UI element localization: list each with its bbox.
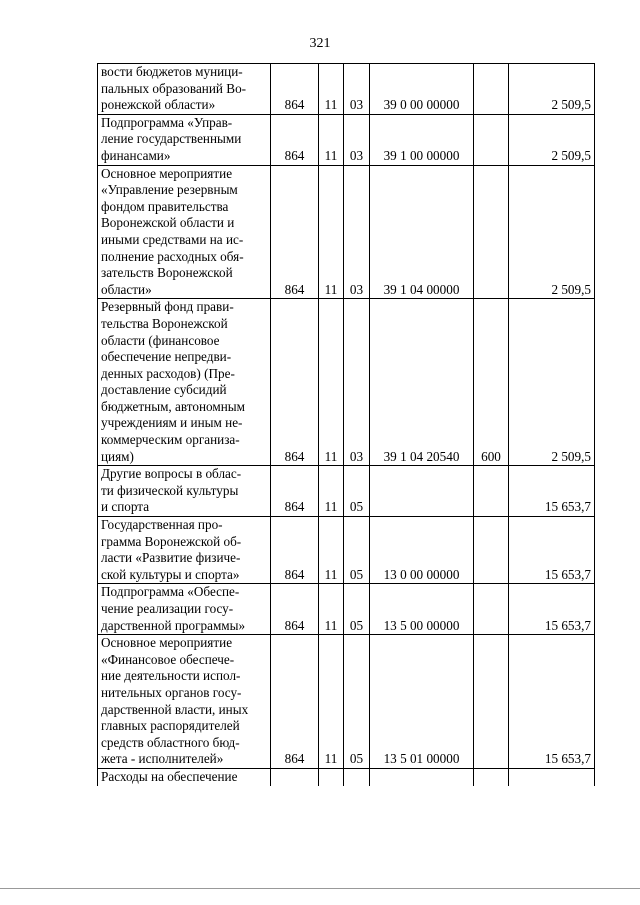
amount — [509, 768, 595, 785]
ministry-code: 864 — [271, 64, 319, 115]
subsection-code: 05 — [344, 517, 370, 584]
subsection-code: 03 — [344, 299, 370, 466]
table-row — [98, 635, 595, 769]
subsection-code: 03 — [344, 165, 370, 299]
ministry-code — [271, 768, 319, 785]
expense-type — [474, 165, 509, 299]
target-article — [370, 466, 474, 517]
subsection-code: 05 — [344, 584, 370, 635]
section-code: 11 — [319, 165, 344, 299]
target-article — [370, 768, 474, 785]
table-row — [98, 768, 595, 785]
section-code — [319, 768, 344, 785]
amount: 2 509,5 — [509, 299, 595, 466]
table-row — [98, 114, 595, 165]
amount: 2 509,5 — [509, 165, 595, 299]
ministry-code: 864 — [271, 466, 319, 517]
ministry-code: 864 — [271, 165, 319, 299]
subsection-code — [344, 768, 370, 785]
amount: 2 509,5 — [509, 114, 595, 165]
amount: 15 653,7 — [509, 466, 595, 517]
target-article: 13 5 00 00000 — [370, 584, 474, 635]
budget-table — [97, 63, 595, 786]
row-name: Государственная про- грамма Воронежской об- ласти «Развитие физиче- ской культуры и спорта» — [98, 517, 271, 584]
expense-type — [474, 584, 509, 635]
row-name: Резервный фонд прави- тельства Воронежской области (финансовое обеспечение непредви- денных расходов) (Пре- доставление субсидий бюджетным, автономным учреждениям и иным не- коммерческим организа- циям) — [98, 299, 271, 466]
subsection-code: 05 — [344, 635, 370, 769]
row-name: Расходы на обеспечение — [98, 768, 271, 785]
amount: 15 653,7 — [509, 635, 595, 769]
expense-type — [474, 768, 509, 785]
table-row — [98, 299, 595, 466]
section-code: 11 — [319, 466, 344, 517]
ministry-code: 864 — [271, 299, 319, 466]
row-name: вости бюджетов муници- пальных образований Во- ронежской области» — [98, 64, 271, 115]
amount: 15 653,7 — [509, 517, 595, 584]
expense-type — [474, 635, 509, 769]
expense-type: 600 — [474, 299, 509, 466]
section-code: 11 — [319, 64, 344, 115]
amount: 2 509,5 — [509, 64, 595, 115]
section-code: 11 — [319, 584, 344, 635]
section-code: 11 — [319, 114, 344, 165]
subsection-code: 05 — [344, 466, 370, 517]
row-name: Основное мероприятие «Управление резервным фондом правительства Воронежской области и иными средствами на ис- полнение расходных обя- зательств Воронежской области» — [98, 165, 271, 299]
subsection-code: 03 — [344, 114, 370, 165]
ministry-code: 864 — [271, 114, 319, 165]
row-name: Основное мероприятие «Финансовое обеспече- ние деятельности испол- нительных органов госу- дарственной власти, иных главных распорядителей средств областного бюд- жета - исполнителей» — [98, 635, 271, 769]
table-row — [98, 466, 595, 517]
target-article: 39 1 04 20540 — [370, 299, 474, 466]
page-number: 321 — [309, 36, 331, 51]
section-code: 11 — [319, 635, 344, 769]
footer-divider — [0, 888, 640, 889]
expense-type — [474, 114, 509, 165]
section-code: 11 — [319, 517, 344, 584]
table-row — [98, 165, 595, 299]
row-name: Подпрограмма «Обеспе- чение реализации госу- дарственной программы» — [98, 584, 271, 635]
amount: 15 653,7 — [509, 584, 595, 635]
target-article: 13 5 01 00000 — [370, 635, 474, 769]
expense-type — [474, 64, 509, 115]
subsection-code: 03 — [344, 64, 370, 115]
section-code: 11 — [319, 299, 344, 466]
target-article: 39 1 00 00000 — [370, 114, 474, 165]
table-row — [98, 584, 595, 635]
ministry-code: 864 — [271, 517, 319, 584]
row-name: Другие вопросы в облас- ти физической культуры и спорта — [98, 466, 271, 517]
row-name: Подпрограмма «Управ- ление государственными финансами» — [98, 114, 271, 165]
expense-type — [474, 517, 509, 584]
target-article: 39 1 04 00000 — [370, 165, 474, 299]
table-row — [98, 64, 595, 115]
expense-type — [474, 466, 509, 517]
ministry-code: 864 — [271, 635, 319, 769]
target-article: 39 0 00 00000 — [370, 64, 474, 115]
ministry-code: 864 — [271, 584, 319, 635]
table-row — [98, 517, 595, 584]
target-article: 13 0 00 00000 — [370, 517, 474, 584]
